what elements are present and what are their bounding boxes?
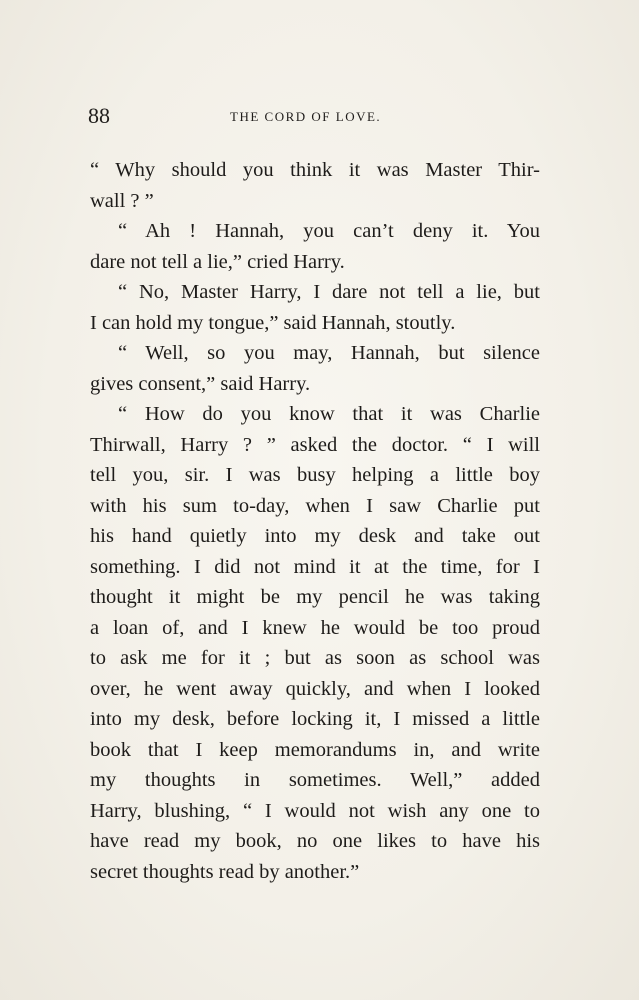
text-line: secret thoughts read by another.”: [90, 860, 360, 883]
text-line: book that I keep memorandums in, and write: [90, 738, 540, 761]
text-line: over, he went away quickly, and when I looked: [90, 677, 540, 700]
text-line: something. I did not mind it at the time, for I: [90, 555, 540, 578]
text-line: into my desk, before locking it, I missed a little: [90, 708, 540, 730]
page-number: 88: [88, 103, 110, 128]
text-line: Harry, blushing, “ I would not wish any one to: [90, 799, 540, 822]
text-line: tell you, sir. I was busy helping a little boy: [90, 464, 540, 486]
text-line: his hand quietly into my desk and take out: [90, 525, 540, 547]
text-line: have read my book, no one likes to have his: [90, 830, 540, 852]
text-line: “ No, Master Harry, I dare not tell a lie, but: [118, 281, 540, 303]
text-line: dare not tell a lie,” cried Harry.: [90, 250, 345, 273]
text-line: “ Why should you think it was Master Thir-: [90, 159, 540, 181]
text-line: gives consent,” said Harry.: [90, 372, 311, 395]
text-line: Thirwall, Harry ? ” asked the doctor. “ I will: [90, 433, 540, 456]
text-line: wall ? ”: [90, 189, 154, 212]
text-line: “ How do you know that it was Charlie: [118, 403, 540, 425]
body-text: [90, 155, 540, 887]
text-line: “ Well, so you may, Hannah, but silence: [118, 342, 540, 364]
text-line: thought it might be my pencil he was taking: [90, 586, 540, 608]
text-line: with his sum to-day, when I saw Charlie put: [90, 494, 540, 517]
text-line: “ Ah ! Hannah, you can’t deny it. You: [118, 220, 540, 242]
page-header: [86, 103, 556, 133]
text-line: a loan of, and I knew he would be too proud: [90, 616, 540, 639]
text-line: my thoughts in sometimes. Well,” added: [90, 769, 540, 791]
text-line: I can hold my tongue,” said Hannah, stoutly.: [90, 311, 456, 334]
text-line: to ask me for it ; but as soon as school was: [90, 647, 540, 669]
running-title: THE CORD OF LOVE.: [230, 109, 382, 124]
